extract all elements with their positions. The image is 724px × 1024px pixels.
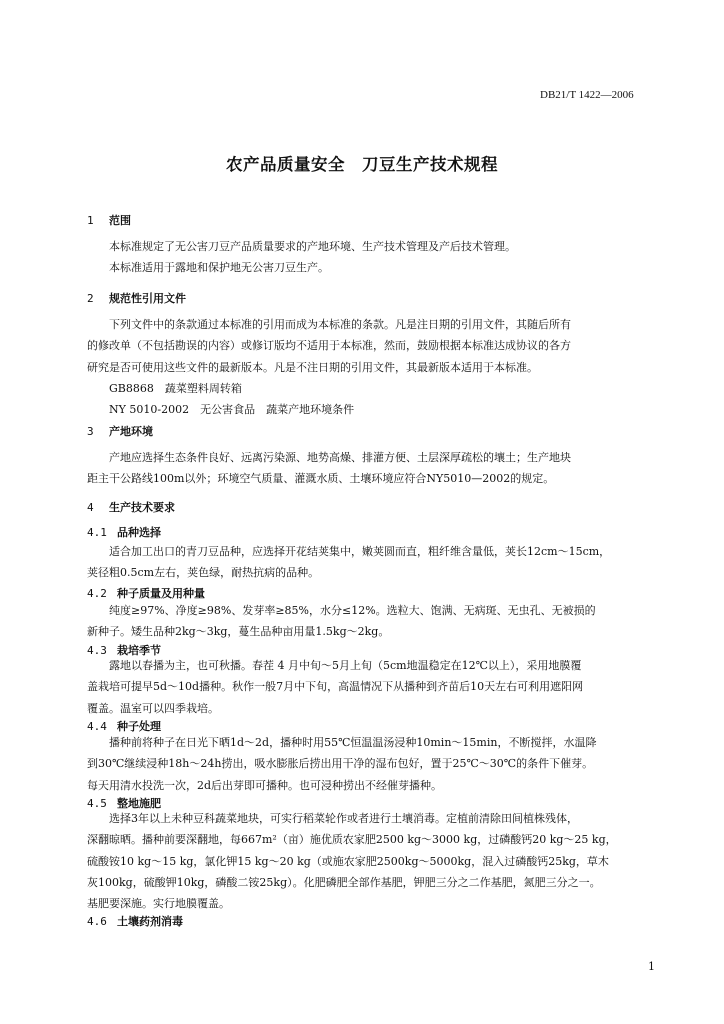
page-title: 农产品质量安全 刀豆生产技术规程 xyxy=(226,155,498,174)
paragraph-line: 本标准适用于露地和保护地无公害刀豆生产。 xyxy=(109,261,329,275)
section-1-heading xyxy=(87,212,131,228)
paragraph-line: 荚径粗0.5cm左右，荚色绿，耐热抗病的品种。 xyxy=(87,566,320,580)
section-4-heading xyxy=(87,499,175,515)
paragraph-line: 播种前将种子在日光下晒1d～2d，播种时用55℃恒温温汤浸种10min～15min，不断搅拌，水温降 xyxy=(109,736,597,749)
paragraph-line: 纯度≥97%、净度≥98%、发芽率≥85%，水分≤12%。选粒大、饱满、无病斑、无虫孔、无被损的 xyxy=(109,604,596,617)
paragraph-line: 基肥要深施。实行地膜覆盖。 xyxy=(87,897,230,911)
section-number: 4.5 xyxy=(87,797,107,810)
paragraph-line: 盖栽培可提早5d～10d播种。秋作一般7月中下旬，高温情况下从播种到齐苗后10天左右可利用遮阳网 xyxy=(87,680,584,694)
section-4-2-heading xyxy=(87,585,205,601)
section-2-heading xyxy=(87,290,186,306)
section-number: 1 xyxy=(87,214,94,227)
section-title: 生产技术要求 xyxy=(109,501,175,514)
section-2-body xyxy=(87,314,653,420)
section-title: 规范性引用文件 xyxy=(109,292,186,305)
section-title: 种子处理 xyxy=(117,720,161,733)
paragraph-line: 硫酸铵10 kg～15 kg，氯化钾15 kg～20 kg（或施农家肥2500kg～5000kg，混入过磷酸钙25kg，草木 xyxy=(87,854,609,868)
section-number: 4.1 xyxy=(87,526,107,539)
section-4-4-body xyxy=(87,732,653,796)
section-title: 整地施肥 xyxy=(117,797,161,810)
section-4-2-body xyxy=(87,600,653,643)
section-title: 种子质量及用种量 xyxy=(117,587,205,600)
reference-ny5010: NY 5010-2002 无公害食品 蔬菜产地环境条件 xyxy=(109,403,355,417)
paragraph-line: 适合加工出口的青刀豆品种，应选择开花结荚集中，嫩荚圆而直，粗纤维含量低，荚长12cm～15cm， xyxy=(109,545,611,558)
section-number: 3 xyxy=(87,425,94,438)
paragraph-line: 研究是否可使用这些文件的最新版本。凡是不注日期的引用文件，其最新版本适用于本标准。 xyxy=(87,360,538,374)
section-4-5-body xyxy=(87,808,653,914)
section-4-1-body xyxy=(87,541,653,584)
section-title: 范围 xyxy=(109,214,131,227)
section-3-body xyxy=(87,447,653,490)
paragraph-line: 到30℃继续浸种18h～24h捞出，吸水膨胀后捞出用干净的湿布包好，置于25℃～30℃的条件下催芽。 xyxy=(87,757,594,771)
section-3-heading xyxy=(87,423,153,439)
paragraph-line: 的修改单（不包括勘误的内容）或修订版均不适用于本标准，然而，鼓励根据本标准达成协议的各方 xyxy=(87,339,571,353)
paragraph-line: 覆盖。温室可以四季栽培。 xyxy=(87,701,219,715)
section-number: 2 xyxy=(87,292,94,305)
section-1-body xyxy=(87,236,653,279)
paragraph-line: 距主干公路线100m以外；环境空气质量、灌溉水质、土壤环境应符合NY5010—2002的规定。 xyxy=(87,472,555,486)
section-4-6-heading xyxy=(87,913,183,929)
section-4-3-body xyxy=(87,655,653,719)
section-number: 4.6 xyxy=(87,915,107,928)
paragraph-line: 本标准规定了无公害刀豆产品质量要求的产地环境、生产技术管理及产后技术管理。 xyxy=(109,240,516,253)
section-4-1-heading xyxy=(87,524,161,540)
section-number: 4.4 xyxy=(87,720,107,733)
standard-code: DB21/T 1422—2006 xyxy=(540,89,634,101)
paragraph-line: 露地以春播为主，也可秋播。春茬 4 月中旬～5月上旬（5cm地温稳定在12℃以上），采用地膜覆 xyxy=(109,659,582,672)
section-number: 4.3 xyxy=(87,644,107,657)
section-number: 4.2 xyxy=(87,587,107,600)
paragraph-line: 新种子。矮生品种2kg～3kg，蔓生品种亩用量1.5kg～2kg。 xyxy=(87,625,390,639)
section-title: 产地环境 xyxy=(109,425,153,438)
paragraph-line: 每天用清水投洗一次，2d后出芽即可播种。也可浸种捞出不经催芽播种。 xyxy=(87,778,443,792)
paragraph-line: 下列文件中的条款通过本标准的引用而成为本标准的条款。凡是注日期的引用文件，其随后所有 xyxy=(109,318,571,331)
reference-gb8868: GB8868 蔬菜塑料周转箱 xyxy=(109,381,242,395)
paragraph-line: 选择3年以上未种豆科蔬菜地块，可实行稻菜轮作或者进行土壤消毒。定植前清除田间植株残体， xyxy=(109,812,578,825)
paragraph-line: 产地应选择生态条件良好、远离污染源、地势高燥、排灌方便、土层深厚疏松的壤土；生产地块 xyxy=(109,451,571,464)
section-title: 品种选择 xyxy=(117,526,161,539)
section-title: 土壤药剂消毒 xyxy=(117,915,183,928)
paragraph-line: 灰100kg，硫酸钾10kg，磷酸二铵25kg）。化肥磷肥全部作基肥，钾肥三分之二作基肥，氮肥三分之一。 xyxy=(87,875,601,889)
section-title: 栽培季节 xyxy=(117,644,161,657)
page-number: 1 xyxy=(648,960,655,973)
section-number: 4 xyxy=(87,501,94,514)
paragraph-line: 深翻晾晒。播种前要深翻地，每667m²（亩）施优质农家肥2500 kg～3000 kg，过磷酸钙20 kg～25 kg， xyxy=(87,833,617,847)
